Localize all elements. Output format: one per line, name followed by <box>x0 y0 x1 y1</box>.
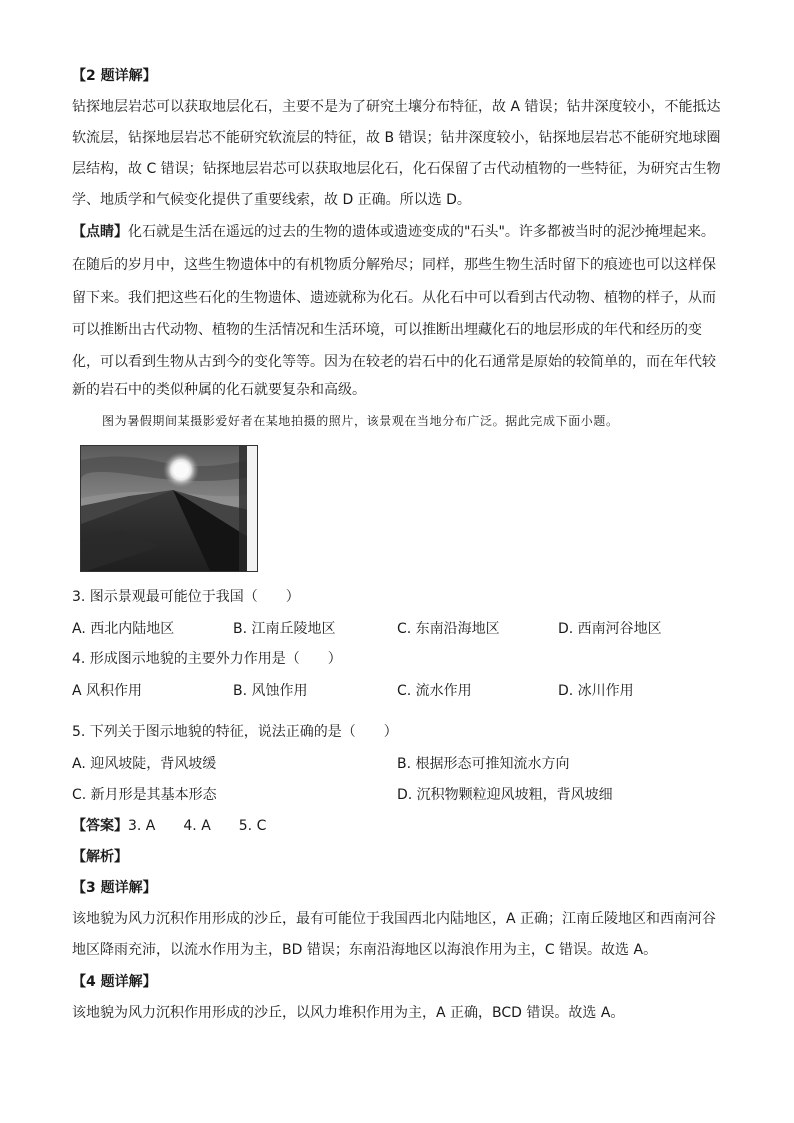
question-5-option-c[interactable]: C. 新月形是其基本形态 <box>72 787 217 803</box>
question-4-option-a[interactable]: A 风积作用 <box>72 683 143 699</box>
answer-label: 【答案】 <box>72 818 128 834</box>
dianjing-line: 化，可以看到生物从古到今的变化等等。因为在较老的岩石中的化石通常是原始的较简单的，而在年代较 <box>72 354 716 370</box>
dianjing-line: 在随后的岁月中，这些生物遗体中的有机物质分解殆尽；同样，那些生物生活时留下的痕迹也可以这样保 <box>72 257 716 273</box>
dianjing-line: 新的岩石中的类似种属的化石就要复杂和高级。 <box>72 382 366 398</box>
dune-photo-image <box>81 446 258 572</box>
question-5-option-a[interactable]: A. 迎风坡陡，背风坡缓 <box>72 756 217 772</box>
dianjing-line: 可以推断出古代动物、植物的生活情况和生活环境，可以推断出埋藏化石的地层形成的年代和经历的变 <box>72 322 702 338</box>
question-3-stem: 3. 图示景观最可能位于我国（ ） <box>72 589 300 605</box>
dianjing-first-line: 化石就是生活在遥远的过去的生物的遗体或遗迹变成的"石头"。许多都被当时的泥沙掩埋起来。 <box>128 224 715 240</box>
question-5-option-b[interactable]: B. 根据形态可推知流水方向 <box>397 756 570 772</box>
dianjing-paragraph-first <box>72 222 715 242</box>
question-intro: 图为暑假期间某摄影爱好者在某地拍摄的照片，该景观在当地分布广泛。据此完成下面小题。 <box>102 414 619 428</box>
detail-2-line: 层结构，故 C 错误；钻探地层岩芯可以获取地层化石，化石保留了古代动植物的一些特征，为研究古生物 <box>72 161 721 177</box>
question-3-option-d[interactable]: D. 西南河谷地区 <box>558 621 662 637</box>
question-4-stem: 4. 形成图示地貌的主要外力作用是（ ） <box>72 651 342 667</box>
question-5-stem: 5. 下列关于图示地貌的特征，说法正确的是（ ） <box>72 724 398 740</box>
detail-3-line: 该地貌为风力沉积作用形成的沙丘，最有可能位于我国西北内陆地区，A 正确；江南丘陵地区和西南河谷 <box>72 911 717 927</box>
detail-2-line: 钻探地层岩芯可以获取地层化石，主要不是为了研究土壤分布特征，故 A 错误；钻井深度较小，不能抵达 <box>72 99 721 115</box>
answer-text: 3. A 4. A 5. C <box>128 818 267 834</box>
question-3-option-c[interactable]: C. 东南沿海地区 <box>397 621 500 637</box>
dianjing-label: 【点睛】 <box>72 224 128 240</box>
detail-4-line: 该地貌为风力沉积作用形成的沙丘，以风力堆积作用为主，A 正确，BCD 错误。故选 A。 <box>72 1005 625 1021</box>
detail-2-line: 学、地质学和气候变化提供了重要线索，故 D 正确。所以选 D。 <box>72 192 471 208</box>
detail-4-heading: 【4 题详解】 <box>72 974 157 990</box>
question-4-option-d[interactable]: D. 冰川作用 <box>558 683 634 699</box>
detail-2-heading: 【2 题详解】 <box>72 68 157 84</box>
detail-3-line: 地区降雨充沛，以流水作用为主，BD 错误；东南沿海地区以海浪作用为主，C 错误。故选 A。 <box>72 942 658 958</box>
landscape-photo <box>80 445 258 572</box>
question-5-option-d[interactable]: D. 沉积物颗粒迎风坡粗，背风坡细 <box>397 787 613 803</box>
question-4-option-b[interactable]: B. 风蚀作用 <box>233 683 308 699</box>
question-3-option-a[interactable]: A. 西北内陆地区 <box>72 621 175 637</box>
detail-2-line: 软流层，钻探地层岩芯不能研究软流层的特征，故 B 错误；钻井深度较小，钻探地层岩芯不能研究地球圈 <box>72 130 721 146</box>
question-4-option-c[interactable]: C. 流水作用 <box>397 683 472 699</box>
answer-line <box>72 816 266 836</box>
question-3-option-b[interactable]: B. 江南丘陵地区 <box>233 621 336 637</box>
analysis-heading: 【解析】 <box>72 849 128 865</box>
detail-3-heading: 【3 题详解】 <box>72 880 157 896</box>
dianjing-line: 留下来。我们把这些石化的生物遗体、遗迹就称为化石。从化石中可以看到古代动物、植物的样子，从而 <box>72 290 716 306</box>
